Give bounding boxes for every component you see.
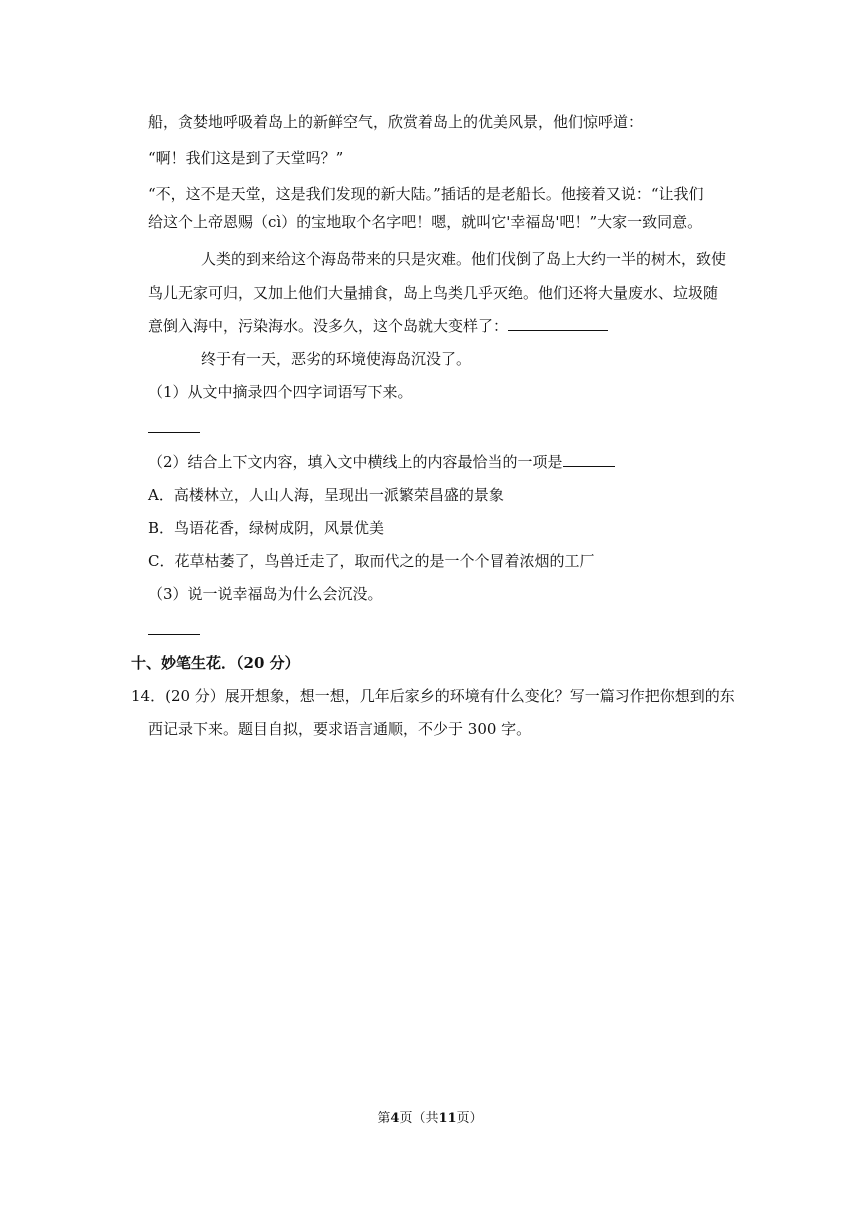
passage-text: 意倒入海中，污染海水。没多久，这个岛就大变样了： [148,317,509,335]
footer-prefix: 第 [377,1111,391,1126]
answer-line-1 [148,418,200,438]
page-footer [0,1110,860,1128]
section-heading: 十、妙笔生花．（20 分） [131,654,300,672]
passage-line: 鸟儿无家可归，又加上他们大量捕食，岛上鸟类几乎灭绝。他们还将大量废水、垃圾随 [148,284,719,302]
question-2 [148,452,615,472]
fill-blank[interactable] [508,316,608,331]
footer-middle: 页（共 [399,1111,439,1126]
passage-line: 给这个上帝恩赐（cì）的宝地取个名字吧！嗯，就叫它'幸福岛'吧！”大家一致同意。 [148,213,703,231]
page-number: 4 [390,1111,400,1126]
passage-line: 船，贪婪地呼吸着岛上的新鲜空气，欣赏着岛上的优美风景，他们惊呼道： [148,113,644,131]
footer-suffix: 页） [456,1111,483,1126]
passage-line: “啊！我们这是到了天堂吗？” [148,149,344,167]
question-14: 14．(20 分）展开想象，想一想，几年后家乡的环境有什么变化？写一篇习作把你想到的东 [131,687,735,705]
answer-blank[interactable] [148,620,200,635]
option-c[interactable]: C．花草枯萎了，鸟兽迁走了，取而代之的是一个个冒着浓烟的工厂 [148,552,595,570]
passage-line: 人类的到来给这个海岛带来的只是灾难。他们伐倒了岛上大约一半的树木，致使 [201,250,727,268]
answer-blank[interactable] [563,452,615,467]
question-1: （1）从文中摘录四个四字词语写下来。 [148,383,413,401]
option-a[interactable]: A．高楼林立，人山人海，呈现出一派繁荣昌盛的景象 [148,486,504,504]
passage-line [148,316,608,336]
question-14-cont: 西记录下来。题目自拟，要求语言通顺，不少于 300 字。 [148,720,532,738]
answer-line-3 [148,620,200,640]
total-pages: 11 [438,1111,457,1126]
passage-line: 终于有一天，恶劣的环境使海岛沉没了。 [201,350,472,368]
question-3: （3）说一说幸福岛为什么会沉没。 [148,585,383,603]
question-2-text: （2）结合上下文内容，填入文中横线上的内容最恰当的一项是 [148,453,563,471]
option-b[interactable]: B．鸟语花香，绿树成阴，风景优美 [148,519,385,537]
passage-line: “不，这不是天堂，这是我们发现的新大陆。”插话的是老船长。他接着又说：“让我们 [148,185,704,203]
answer-blank[interactable] [148,418,200,433]
